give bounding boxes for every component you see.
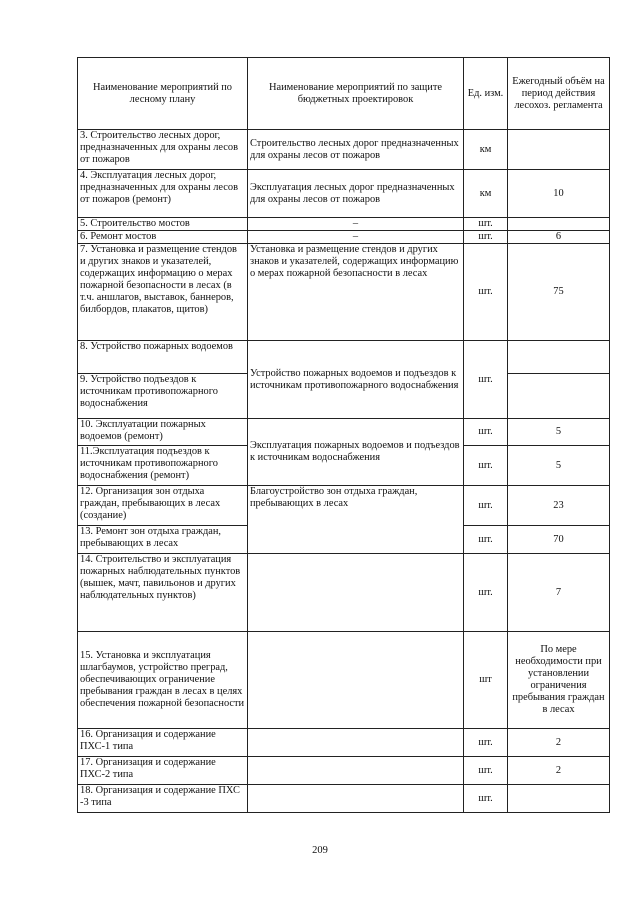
budget-name <box>248 632 464 729</box>
unit-cell: шт. <box>464 446 508 486</box>
measure-name: 6. Ремонт мостов <box>78 231 248 244</box>
value-cell: 6 <box>508 231 610 244</box>
table-row <box>78 419 610 446</box>
measure-name: 7. Установка и размещение стендов и других знаков и указателей, содержащих информацию о мерах пожарной безопасности в лесах (в т.ч. аншлагов, выставок, баннеров, билбордов, плакатов, щитов) <box>78 244 248 341</box>
measure-name: 3. Строительство лесных дорог, предназначенных для охраны лесов от пожаров <box>78 130 248 170</box>
page-number: 209 <box>312 845 328 856</box>
header-measure-name: Наименование мероприятий по лесному плану <box>78 58 248 130</box>
measure-name: 15. Установка и эксплуатация шлагбаумов, устройство преград, обеспечивающих ограничение пребывания граждан в лесах в целях обеспечения пожарной безопасности <box>78 632 248 729</box>
budget-name: Эксплуатация пожарных водоемов и подъездов к источникам водоснабжения <box>248 419 464 486</box>
unit-cell: шт <box>464 632 508 729</box>
budget-name: Эксплуатация лесных дорог предназначенных для охраны лесов от пожаров <box>248 170 464 218</box>
measure-name: 10. Эксплуатации пожарных водоемов (ремонт) <box>78 419 248 446</box>
unit-cell: шт. <box>464 757 508 785</box>
table-row <box>78 170 610 218</box>
unit-cell: шт. <box>464 231 508 244</box>
value-cell: 7 <box>508 554 610 632</box>
table-row <box>78 130 610 170</box>
measure-name: 11.Эксплуатация подъездов к источникам противопожарного водоснабжения (ремонт) <box>78 446 248 486</box>
forest-measures-table <box>77 57 610 813</box>
budget-name: Устройство пожарных водоемов и подъездов к источникам противопожарного водоснабжения <box>248 341 464 419</box>
budget-name <box>248 757 464 785</box>
budget-name: Установка и размещение стендов и других знаков и указателей, содержащих информацию о мерах пожарной безопасности в лесах <box>248 244 464 341</box>
value-cell: 70 <box>508 526 610 554</box>
table-row <box>78 231 610 244</box>
header-unit: Ед. изм. <box>464 58 508 130</box>
value-cell <box>508 374 610 419</box>
table-row <box>78 554 610 632</box>
value-cell: 5 <box>508 446 610 486</box>
unit-cell: км <box>464 170 508 218</box>
measure-name: 16. Организация и содержание ПХС-1 типа <box>78 729 248 757</box>
value-cell <box>508 218 610 231</box>
header-budget-name: Наименование мероприятий по защите бюджетных проектировок <box>248 58 464 130</box>
measure-name: 14. Строительство и эксплуатация пожарных наблюдательных пунктов (вышек, мачт, павильонов и других наблюдательных пунктов) <box>78 554 248 632</box>
budget-name: Строительство лесных дорог предназначенных для охраны лесов от пожаров <box>248 130 464 170</box>
unit-cell: шт. <box>464 486 508 526</box>
budget-name <box>248 554 464 632</box>
unit-cell: шт. <box>464 554 508 632</box>
measure-name: 12. Организация зон отдыха граждан, пребывающих в лесах (создание) <box>78 486 248 526</box>
table-header-row <box>78 58 610 130</box>
value-cell: 5 <box>508 419 610 446</box>
table-row <box>78 632 610 729</box>
budget-name <box>248 785 464 813</box>
unit-cell: км <box>464 130 508 170</box>
budget-name <box>248 729 464 757</box>
budget-name: – <box>248 218 464 231</box>
measure-name: 8. Устройство пожарных водоемов <box>78 341 248 374</box>
value-cell <box>508 130 610 170</box>
value-cell: 2 <box>508 757 610 785</box>
measure-name: 4. Эксплуатация лесных дорог, предназначенных для охраны лесов от пожаров (ремонт) <box>78 170 248 218</box>
value-cell <box>508 785 610 813</box>
value-cell <box>508 341 610 374</box>
measure-name: 17. Организация и содержание ПХС-2 типа <box>78 757 248 785</box>
unit-cell: шт. <box>464 244 508 341</box>
table-row <box>78 218 610 231</box>
table-row <box>78 785 610 813</box>
value-cell: 10 <box>508 170 610 218</box>
unit-cell: шт. <box>464 526 508 554</box>
value-cell: 23 <box>508 486 610 526</box>
table-row <box>78 244 610 341</box>
value-cell: 75 <box>508 244 610 341</box>
measure-name: 9. Устройство подъездов к источникам противопожарного водоснабжения <box>78 374 248 419</box>
budget-name: – <box>248 231 464 244</box>
table-row <box>78 729 610 757</box>
unit-cell: шт. <box>464 341 508 419</box>
header-annual-volume: Ежегодный объём на период действия лесохоз. регламента <box>508 58 610 130</box>
value-cell: По мере необходимости при установлении ограничения пребывания граждан в лесах <box>508 632 610 729</box>
table-row <box>78 757 610 785</box>
table-row <box>78 341 610 374</box>
unit-cell: шт. <box>464 419 508 446</box>
measure-name: 5. Строительство мостов <box>78 218 248 231</box>
table-row <box>78 486 610 526</box>
unit-cell: шт. <box>464 785 508 813</box>
unit-cell: шт. <box>464 729 508 757</box>
measure-name: 13. Ремонт зон отдыха граждан, пребывающих в лесах <box>78 526 248 554</box>
unit-cell: шт. <box>464 218 508 231</box>
measure-name: 18. Организация и содержание ПХС -3 типа <box>78 785 248 813</box>
value-cell: 2 <box>508 729 610 757</box>
budget-name: Благоустройство зон отдыха граждан, пребывающих в лесах <box>248 486 464 554</box>
